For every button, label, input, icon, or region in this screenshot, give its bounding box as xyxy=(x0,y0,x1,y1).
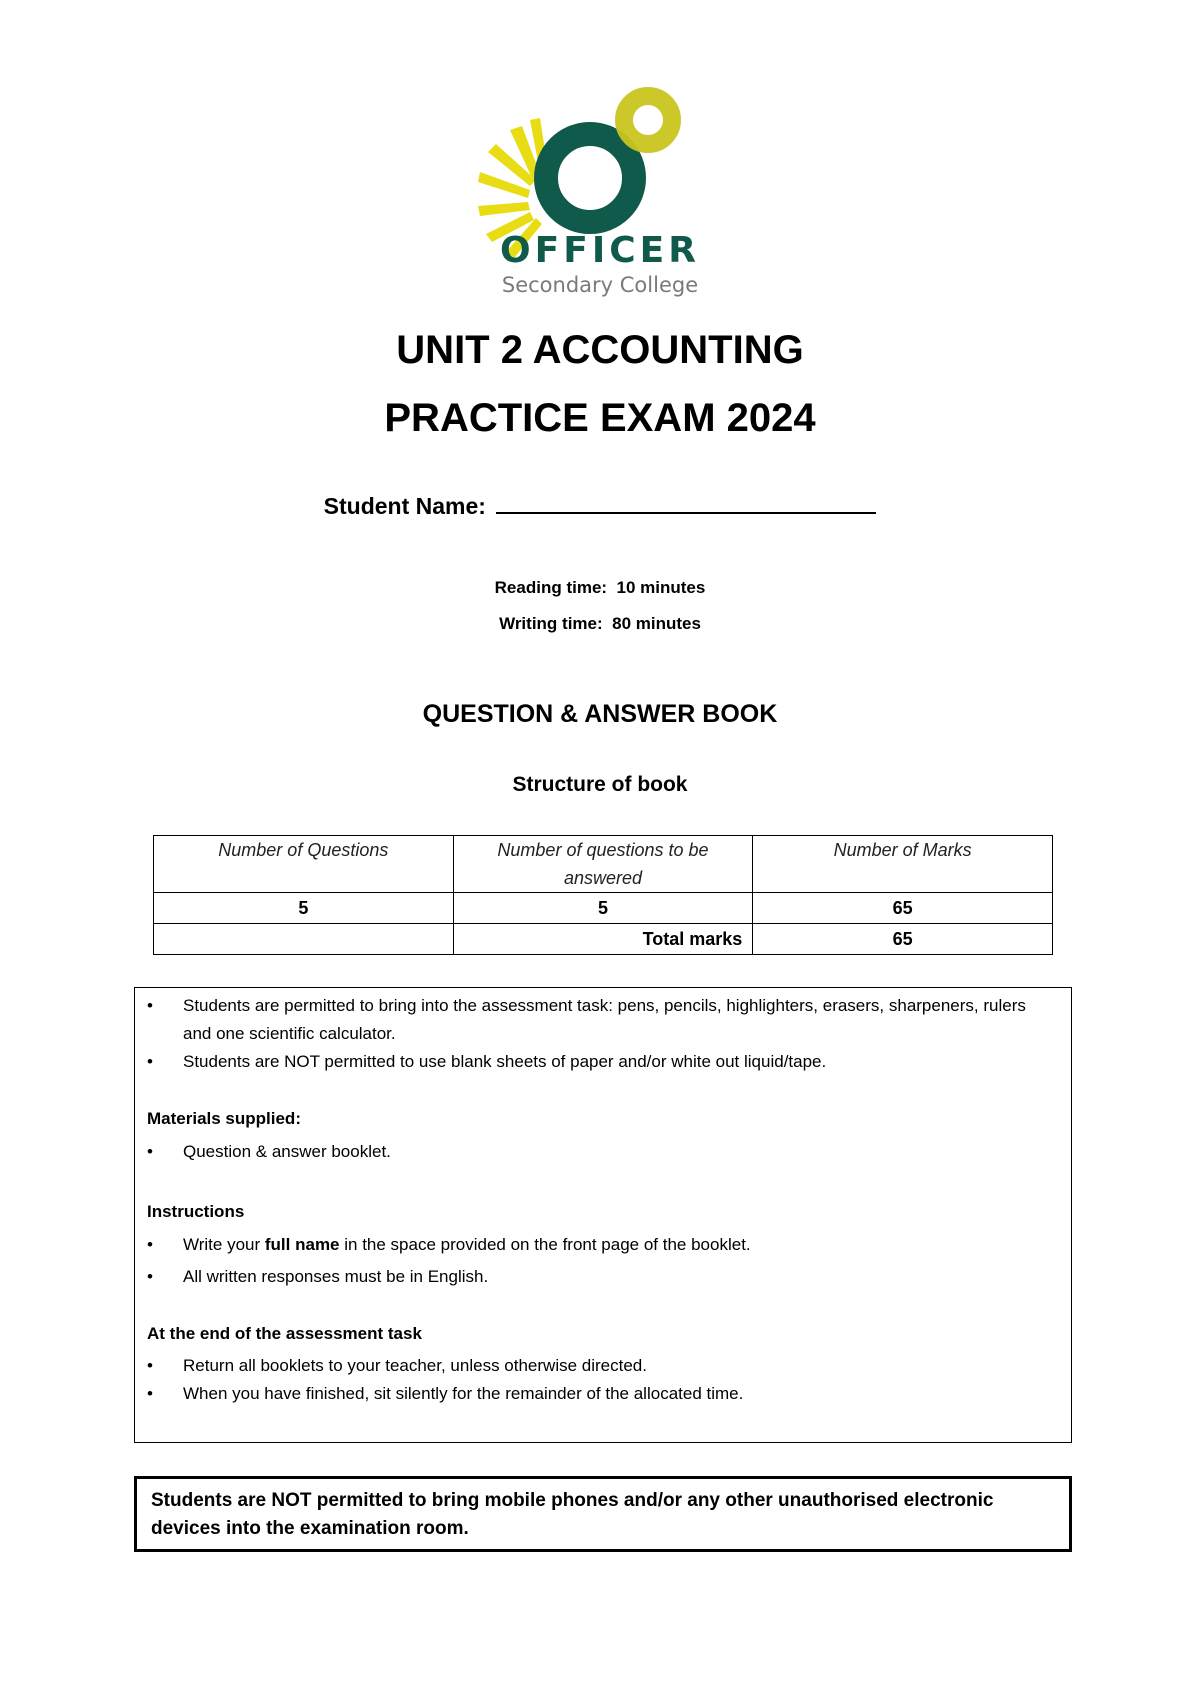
end-of-task-heading: At the end of the assessment task xyxy=(147,1324,422,1343)
reading-time-value: 10 minutes xyxy=(616,578,706,597)
bullet-icon: • xyxy=(147,1356,153,1375)
instructions-heading: Instructions xyxy=(147,1202,245,1221)
olive-ring-icon xyxy=(624,96,672,144)
table-row xyxy=(154,893,1053,924)
table-header-cell: Number of questions to be answered xyxy=(453,836,753,893)
list-item: • Write your full name in the space provided on the front page of the booklet. xyxy=(183,1231,1051,1259)
bullet-icon: • xyxy=(147,996,153,1015)
writing-time-label: Writing time: xyxy=(499,614,603,633)
school-logo xyxy=(470,82,730,302)
student-name-row xyxy=(0,493,1200,520)
table-cell: 5 xyxy=(453,893,753,924)
list-item: • When you have finished, sit silently for the remainder of the allocated time. xyxy=(183,1380,1051,1408)
total-marks-value: 65 xyxy=(753,924,1053,955)
table-cell: 65 xyxy=(753,893,1053,924)
logo-name: OFFICER xyxy=(500,230,700,271)
structure-table xyxy=(153,835,1053,955)
materials-heading: Materials supplied: xyxy=(147,1109,301,1128)
table-row xyxy=(154,924,1053,955)
student-name-field[interactable] xyxy=(496,494,876,514)
bullet-icon: • xyxy=(147,1142,153,1161)
table-header-cell: Number of Questions xyxy=(154,836,454,893)
list-item: • All written responses must be in English. xyxy=(183,1263,1051,1291)
logo-subtitle: Secondary College xyxy=(501,273,699,297)
rules-box xyxy=(134,987,1072,1443)
green-ring-icon xyxy=(546,134,634,222)
writing-time-value: 80 minutes xyxy=(612,614,701,633)
table-header-cell: Number of Marks xyxy=(753,836,1053,893)
page-title-line-1: UNIT 2 ACCOUNTING xyxy=(396,328,804,372)
total-marks-label: Total marks xyxy=(453,924,753,955)
writing-time-row xyxy=(0,614,1200,634)
table-cell: 5 xyxy=(154,893,454,924)
bullet-icon: • xyxy=(147,1052,153,1071)
bullet-icon: • xyxy=(147,1267,153,1286)
table-cell xyxy=(154,924,454,955)
page-title-line-2: PRACTICE EXAM 2024 xyxy=(384,396,816,440)
list-item: • Question & answer booklet. xyxy=(183,1138,1051,1166)
list-item: • Students are NOT permitted to use blank sheets of paper and/or white out liquid/tape. xyxy=(183,1048,1051,1076)
reading-time-row xyxy=(0,578,1200,598)
student-name-label: Student Name: xyxy=(323,493,486,519)
warning-box: Students are NOT permitted to bring mobile phones and/or any other unauthorised electronic devices into the examination room. xyxy=(134,1476,1072,1552)
list-item: • Return all booklets to your teacher, unless otherwise directed. xyxy=(183,1352,1051,1380)
bullet-icon: • xyxy=(147,1384,153,1403)
book-title: QUESTION & ANSWER BOOK xyxy=(422,700,778,728)
table-header-row xyxy=(154,836,1053,893)
reading-time-label: Reading time: xyxy=(494,578,608,597)
bullet-icon: • xyxy=(147,1235,153,1254)
structure-title: Structure of book xyxy=(512,773,688,796)
list-item: • Students are permitted to bring into the assessment task: pens, pencils, highlighters, erasers, sharpeners, rulers and one scientific calculator. xyxy=(183,992,1051,1048)
